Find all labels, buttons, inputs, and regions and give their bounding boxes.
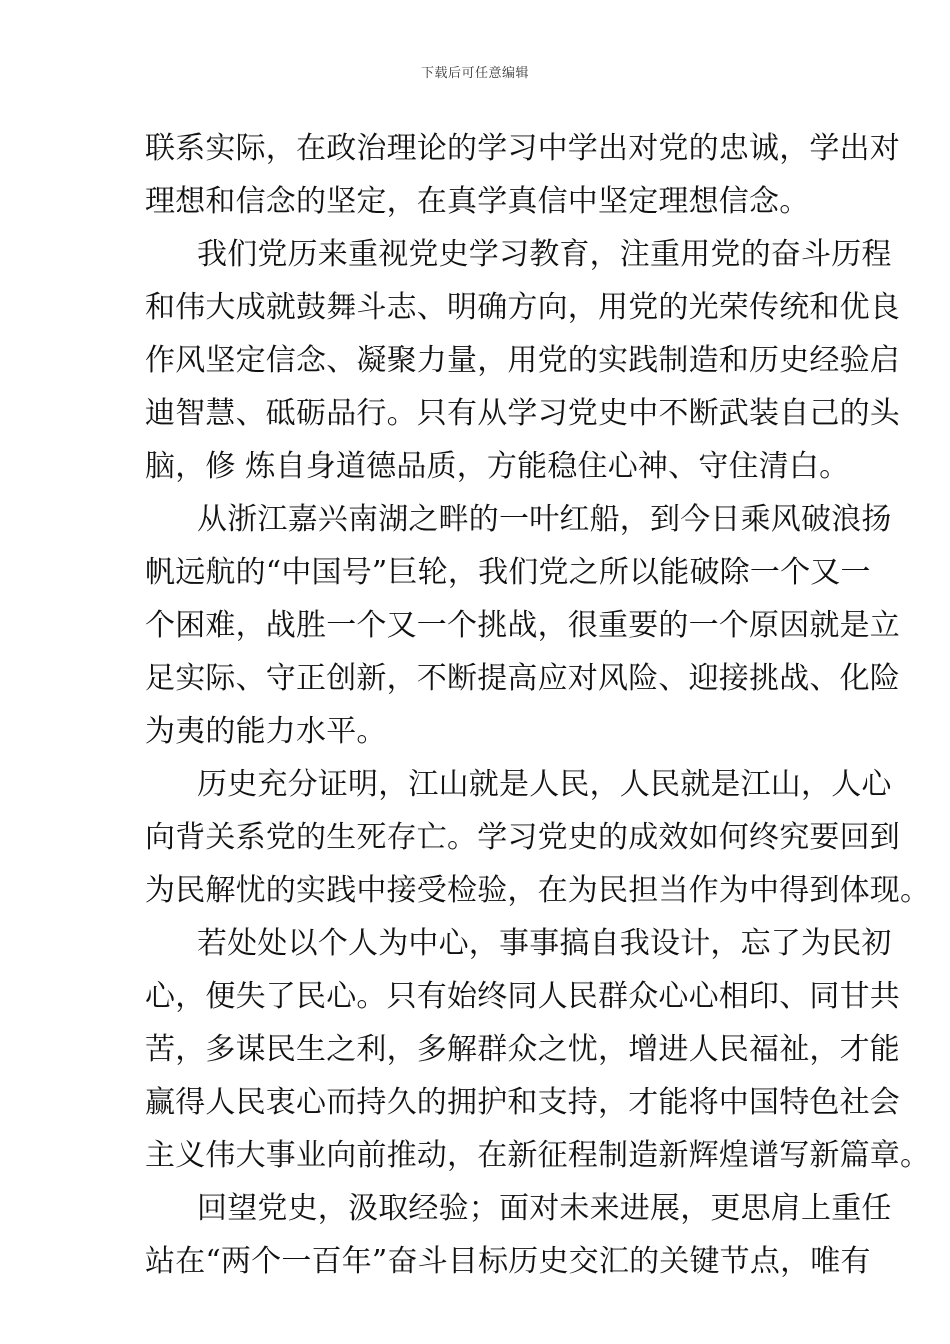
text-line: 历史充分证明，江山就是人民，人民就是江山，人心 bbox=[197, 767, 892, 802]
text-line: 站在“两个一百年”奋斗目标历史交汇的关键节点，唯有 bbox=[145, 1244, 871, 1279]
paragraph-5 bbox=[145, 917, 931, 1182]
text-line: 联系实际，在政治理论的学习中学出对党的忠诚，学出对 bbox=[145, 131, 900, 166]
page-header: 下载后可任意编辑 bbox=[420, 66, 529, 81]
text-line: 和伟大成就鼓舞斗志、明确方向，用党的光荣传统和优良 bbox=[145, 290, 900, 325]
text-line: 脑，修 炼自身道德品质，方能稳住心神、守住清白。 bbox=[145, 449, 850, 484]
paragraph-6 bbox=[145, 1182, 892, 1288]
text-line: 作风坚定信念、凝聚力量，用党的实践制造和历史经验启 bbox=[145, 343, 900, 378]
text-line: 向背关系党的生死存亡。学习党史的成效如何终究要回到 bbox=[145, 820, 900, 855]
text-line: 帆远航的“中国号”巨轮，我们党之所以能破除一个又一 bbox=[145, 555, 871, 590]
text-line: 理想和信念的坚定，在真学真信中坚定理想信念。 bbox=[145, 184, 810, 219]
text-line: 为民解忧的实践中接受检验，在为民担当作为中得到体现。 bbox=[145, 873, 931, 908]
text-line: 若处处以个人为中心，事事搞自我设计，忘了为民初 bbox=[197, 926, 892, 961]
text-line: 我们党历来重视党史学习教育，注重用党的奋斗历程 bbox=[197, 237, 892, 272]
text-line: 心，便失了民心。只有始终同人民群众心心相印、同甘共 bbox=[145, 979, 900, 1014]
text-line: 个困难，战胜一个又一个挑战，很重要的一个原因就是立 bbox=[145, 608, 900, 643]
paragraph-3 bbox=[145, 493, 900, 758]
text-line: 从浙江嘉兴南湖之畔的一叶红船，到今日乘风破浪扬 bbox=[197, 502, 892, 537]
text-line: 苦，多谋民生之利，多解群众之忧，增进人民福祉，才能 bbox=[145, 1032, 900, 1067]
text-line: 为夷的能力水平。 bbox=[145, 714, 387, 749]
text-line: 迪智慧、砥砺品行。只有从学习党史中不断武装自己的头 bbox=[145, 396, 900, 431]
paragraph-1 bbox=[145, 122, 900, 228]
text-line: 足实际、守正创新，不断提高应对风险、迎接挑战、化险 bbox=[145, 661, 900, 696]
text-line: 回望党史，汲取经验；面对未来进展，更思肩上重任 bbox=[197, 1191, 892, 1226]
text-line: 赢得人民衷心而持久的拥护和支持，才能将中国特色社会 bbox=[145, 1085, 900, 1120]
paragraph-2 bbox=[145, 228, 900, 493]
paragraph-4 bbox=[145, 758, 931, 917]
text-line: 主义伟大事业向前推动，在新征程制造新辉煌谱写新篇章。 bbox=[145, 1138, 931, 1173]
document-body bbox=[145, 122, 931, 1288]
